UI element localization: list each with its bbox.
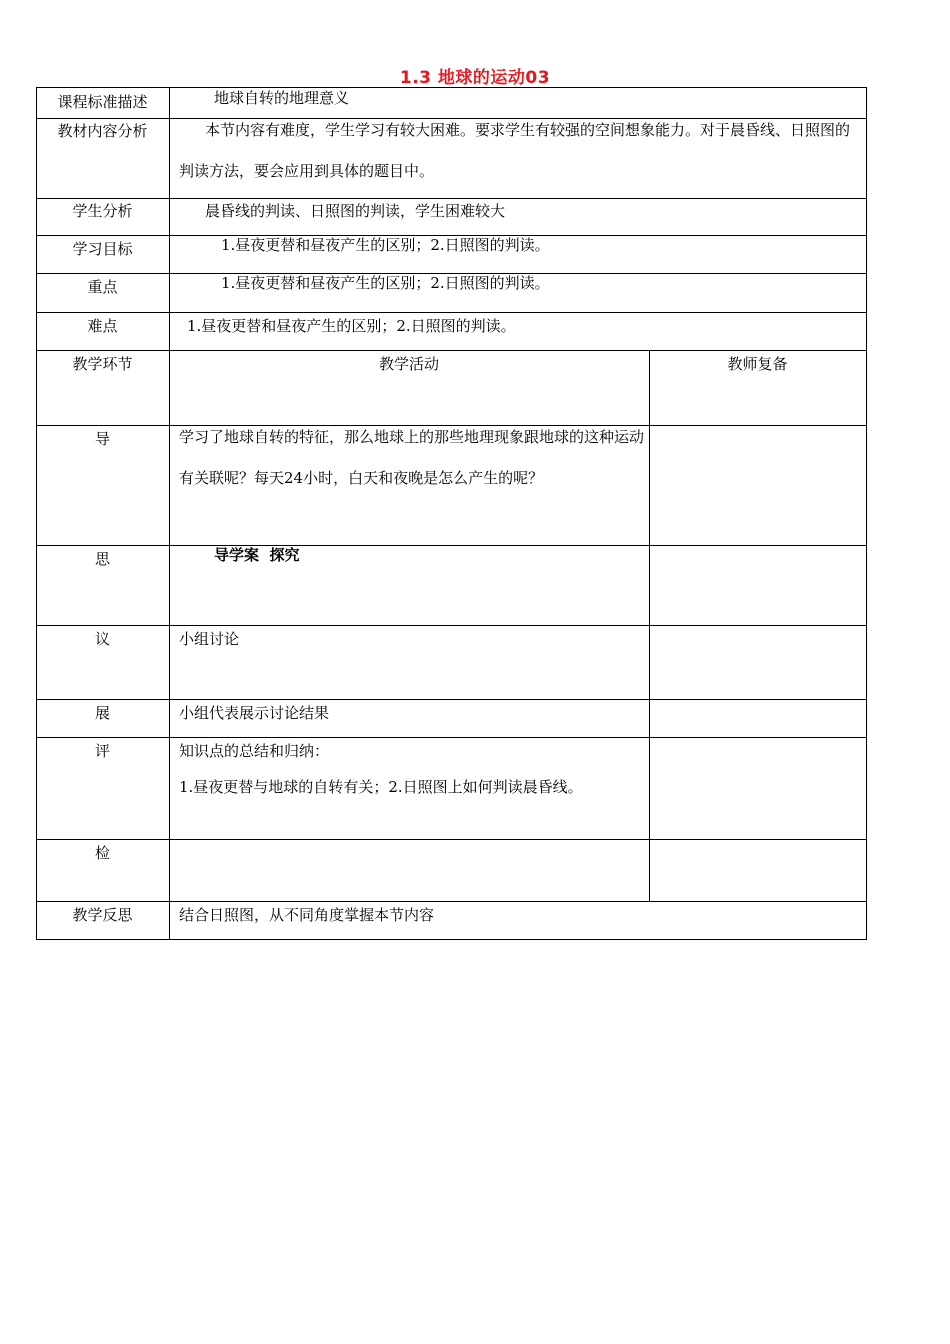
- stage-jian-label: 检: [94, 844, 110, 862]
- table-rule: [36, 737, 867, 738]
- stage-si-label: 思: [94, 550, 110, 568]
- table-rule: [36, 350, 867, 351]
- table-rule: [36, 901, 867, 902]
- material-label: 教材内容分析: [57, 122, 148, 140]
- key-content: 1.昼夜更替和昼夜产生的区别；2.日照图的判读。: [221, 274, 550, 292]
- stage-dao-content: 学习了地球自转的特征，那么地球上的那些地理现象跟地球的这种运动有关联呢？每天24小时，白天和夜晚是怎么产生的呢？: [179, 428, 645, 487]
- key-label: 重点: [87, 278, 118, 296]
- prep-header: 教师复备: [727, 355, 788, 373]
- table-rule: [169, 87, 170, 940]
- standard-label: 课程标准描述: [57, 93, 148, 111]
- table-rule: [36, 312, 867, 313]
- table-rule: [36, 939, 867, 940]
- reflection-content: 结合日照图，从不同角度掌握本节内容: [179, 906, 435, 924]
- stage-yi-label: 议: [94, 630, 110, 648]
- stage-ping-label: 评: [94, 742, 110, 760]
- difficulty-label: 难点: [87, 317, 118, 335]
- lesson-plan-table: [36, 87, 867, 940]
- reflection-label: 教学反思: [72, 906, 133, 924]
- table-rule: [36, 839, 867, 840]
- stage-yi-content: 小组讨论: [179, 630, 240, 648]
- table-rule: [36, 699, 867, 700]
- table-rule: [36, 198, 867, 199]
- stage-zhan-content: 小组代表展示讨论结果: [179, 704, 330, 722]
- goal-label: 学习目标: [72, 240, 133, 258]
- table-rule: [36, 545, 867, 546]
- activity-header: 教学活动: [378, 355, 439, 373]
- student-content: 晨昏线的判读、日照图的判读，学生困难较大: [205, 202, 506, 220]
- table-rule: [649, 350, 650, 901]
- stage-ping-line2: 1.昼夜更替与地球的自转有关；2.日照图上如何判读晨昏线。: [179, 778, 583, 796]
- stage-dao-label: 导: [94, 430, 110, 448]
- stage-ping-line1: 知识点的总结和归纳：: [179, 742, 330, 760]
- table-rule: [36, 87, 867, 88]
- standard-content: 地球自转的地理意义: [214, 89, 350, 107]
- material-content: 本节内容有难度，学生学习有较大困难。要求学生有较强的空间想象能力。对于晨昏线、日照图的判读方法，要会应用到具体的题目中。: [179, 121, 851, 180]
- stage-zhan-label: 展: [94, 704, 110, 722]
- page-title: 1.3 地球的运动03: [399, 68, 551, 88]
- difficulty-content: 1.昼夜更替和昼夜产生的区别；2.日照图的判读。: [187, 317, 516, 335]
- table-rule: [36, 625, 867, 626]
- table-rule: [866, 87, 867, 940]
- student-label: 学生分析: [72, 202, 133, 220]
- stage-si-content: 导学案 探究: [214, 546, 300, 564]
- stage-header: 教学环节: [72, 355, 133, 373]
- goal-content: 1.昼夜更替和昼夜产生的区别；2.日照图的判读。: [221, 236, 550, 254]
